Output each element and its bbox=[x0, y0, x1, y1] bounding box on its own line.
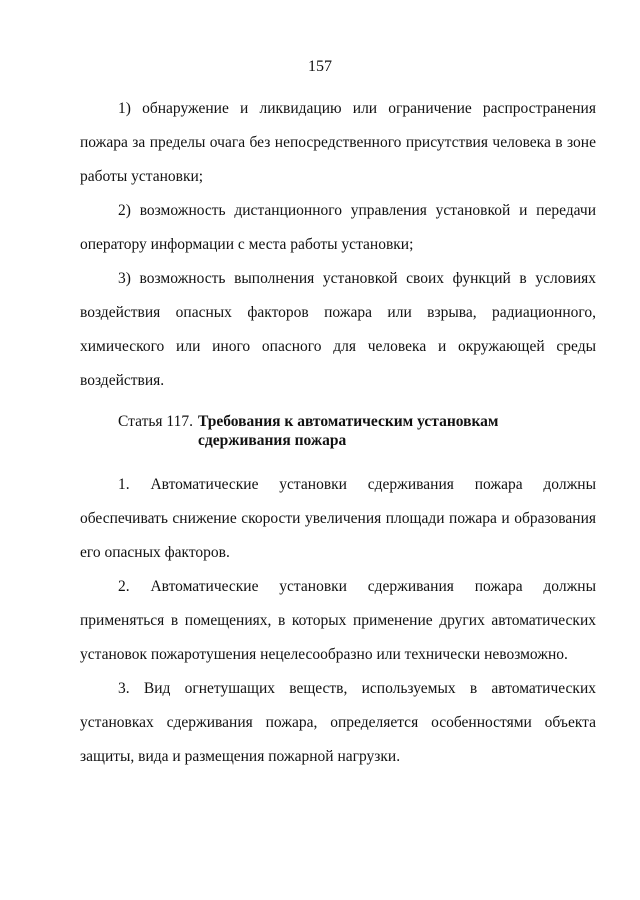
page-number: 157 bbox=[308, 58, 332, 75]
paragraph-clause-1: 1. Автоматические установки сдерживания пожара должны обеспечивать снижение скорости увеличения площади пожара и образования его опасных факторов. bbox=[80, 476, 596, 561]
paragraph-item-3: 3) возможность выполнения установкой своих функций в условиях воздействия опасных факторов пожара или взрыва, радиационного, химического или иного опасного для человека и окружающей среды воздействия. bbox=[80, 270, 596, 389]
paragraph-clause-2: 2. Автоматические установки сдерживания пожара должны применяться в помещениях, в которых применение других автоматических установок пожаротушения нецелесообразно или технически невозможно. bbox=[80, 578, 596, 663]
article-title: Требования к автоматическим установкам сдерживания пожара bbox=[197, 413, 499, 449]
document-body bbox=[80, 92, 596, 774]
paragraph-clause-3: 3. Вид огнетушащих веществ, используемых в автоматических установках сдерживания пожара, определяется особенностями объекта защиты, вида и размещения пожарной нагрузки. bbox=[80, 680, 596, 765]
article-heading bbox=[118, 412, 596, 450]
paragraph-item-1: 1) обнаружение и ликвидацию или ограничение распространения пожара за пределы очага без непосредственного присутствия человека в зоне работы установки; bbox=[80, 100, 596, 185]
article-label: Статья 117. bbox=[118, 413, 193, 430]
paragraph-item-2: 2) возможность дистанционного управления установкой и передачи оператору информации с места работы установки; bbox=[80, 202, 596, 253]
